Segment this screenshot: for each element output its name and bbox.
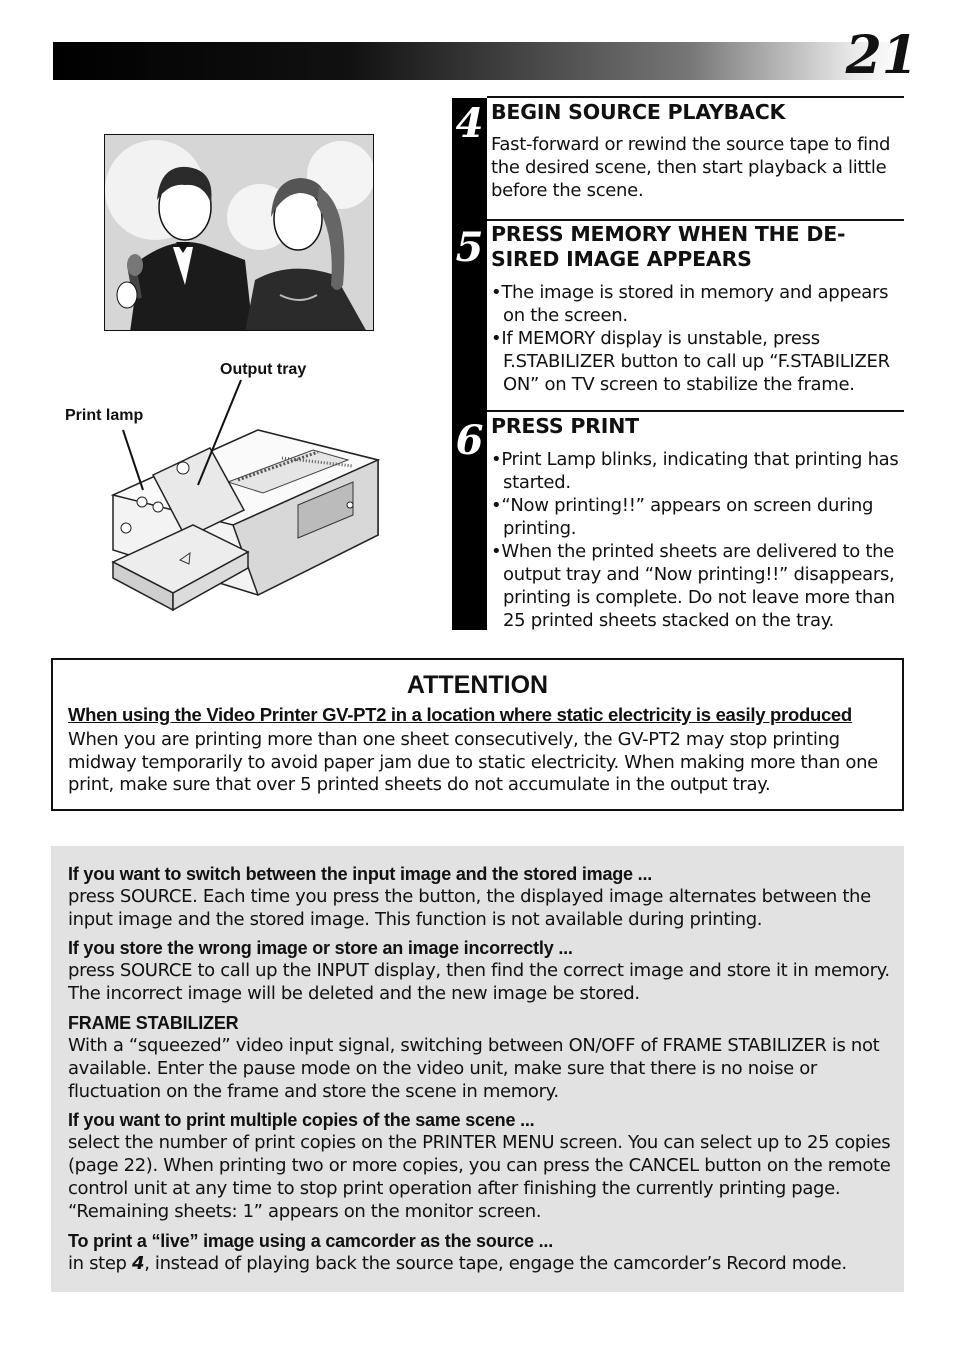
note-body-suffix: , instead of playing back the source tape, engage the camcorder’s Record mode. [144,1253,847,1274]
step-6-bullet: •Print Lamp blinks, indicating that printing has started. [491,449,899,493]
note-body: press SOURCE. Each time you press the button, the displayed image alternates between the input image and the stored image. This function is not available during printing. [68,886,871,930]
step-6-number: 6 [455,417,484,464]
note-item [68,937,893,1005]
note-heading: If you want to print multiple copies of the same scene ... [68,1110,535,1130]
step-5-number: 5 [455,224,484,271]
step-5-bullets [491,281,905,396]
tv-scene-illustration [104,134,374,331]
note-heading: If you store the wrong image or store an image incorrectly ... [68,938,573,958]
note-body: With a “squeezed” video input signal, switching between ON/OFF of FRAME STABILIZER is not available. Enter the pause mode on the video unit, make sure that there is no noise or fluctuation on the frame and store the scene in memory. [68,1035,880,1102]
step-5-title-line-2: SIRED IMAGE APPEARS [491,247,752,271]
header-bar [53,42,903,80]
step-6-rule [487,410,904,412]
step-6-bullet: •“Now printing!!” appears on screen during printing. [491,495,874,539]
step-6-bullets [491,448,905,632]
step-4-text: Fast-forward or rewind the source tape to find the desired scene, then start playback a little before the scene. [491,134,891,201]
step-side-bar [452,98,487,630]
step-5-title [491,222,901,272]
attention-title: ATTENTION [406,671,549,699]
step-4-rule [487,96,904,98]
step-6-title: PRESS PRINT [491,414,639,438]
step-6-bullet: •When the printed sheets are delivered to the output tray and “Now printing!!” disappears, printing is complete. Do not leave more than 25 printed sheets stacked on the tray. [491,541,895,631]
step-5-rule [487,219,904,221]
printer-illustration [58,350,398,630]
note-item [68,1109,893,1223]
page-number: 21 [845,25,918,86]
note-heading: To print a “live” image using a camcorder as the source ... [68,1231,554,1251]
step-reference: 4 [132,1253,145,1274]
note-body-prefix: in step [68,1253,132,1274]
step-5-title-line-1: PRESS MEMORY WHEN THE DE- [491,222,846,246]
attention-body: When you are printing more than one sheet consecutively, the GV-PT2 may stop printing midway temporarily to avoid paper jam due to static electricity. When making more than one print, make sure that over 5 printed sheets do not accumulate in the output tray. [68,729,878,795]
step-5-bullet: •The image is stored in memory and appears on the screen. [491,282,889,326]
step-4-title: BEGIN SOURCE PLAYBACK [491,100,786,124]
note-heading: If you want to switch between the input image and the stored image ... [68,864,653,884]
note-item [68,1230,893,1275]
attention-subtitle: When using the Video Printer GV-PT2 in a location where static electricity is easily produced [68,704,852,725]
output-tray-callout: Output tray [220,361,307,378]
notes-box [51,846,904,1292]
note-item [68,1012,893,1103]
note-heading: FRAME STABILIZER [68,1013,239,1033]
step-5-bullet: •If MEMORY display is unstable, press F.STABILIZER button to call up “F.STABILIZER ON” on TV screen to stabilize the frame. [491,328,890,395]
step-4-number: 4 [455,100,484,147]
note-item [68,863,893,931]
print-lamp-callout: Print lamp [65,407,144,424]
note-body: select the number of print copies on the PRINTER MENU screen. You can select up to 25 copies (page 22). When printing two or more copies, you can press the CANCEL button on the remote control unit at any time to stop print operation after finishing the currently printing page. “Remaining sheets: 1” appears on the monitor screen. [68,1132,891,1222]
note-body [68,1252,893,1275]
note-body: press SOURCE to call up the INPUT display, then find the correct image and store it in memory. The incorrect image will be deleted and the new image be stored. [68,960,890,1004]
attention-box [51,658,904,811]
